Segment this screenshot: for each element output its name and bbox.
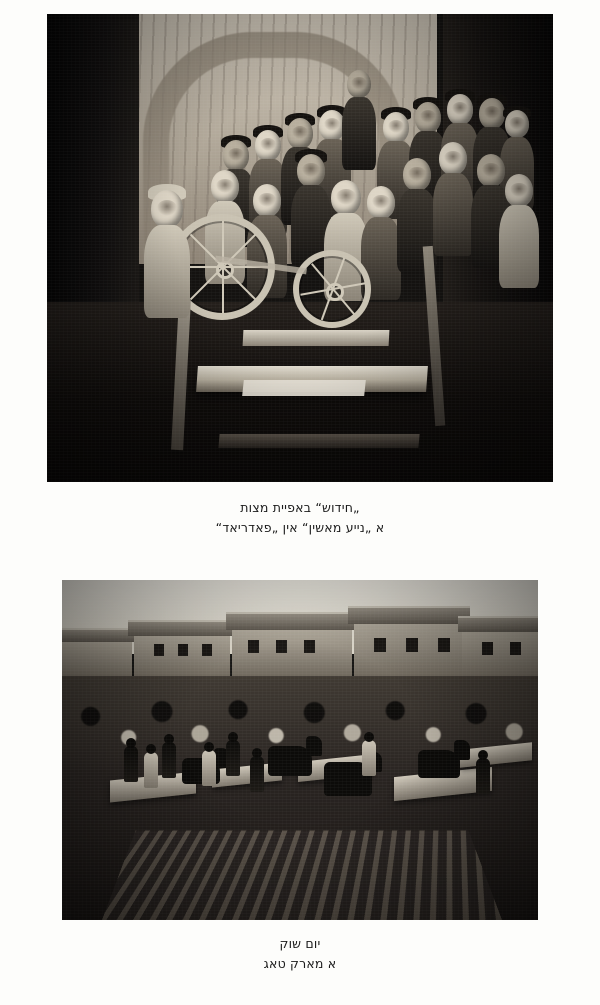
figure-market-day (0, 580, 600, 974)
window (374, 638, 386, 652)
window (304, 640, 315, 653)
face (258, 193, 276, 208)
face (351, 77, 366, 89)
face (260, 138, 277, 151)
roof (128, 620, 236, 636)
wheel-spoke (190, 234, 224, 268)
head (151, 190, 183, 228)
horse (268, 746, 312, 776)
market-figure (202, 750, 216, 786)
worker-figure (505, 110, 529, 138)
figure-caption (0, 498, 600, 538)
window (482, 642, 493, 655)
head (331, 180, 361, 215)
face (509, 117, 524, 129)
face (324, 118, 341, 131)
face (388, 120, 405, 133)
market-figure (226, 740, 240, 776)
face (302, 163, 320, 178)
roof (348, 606, 470, 624)
face (157, 200, 177, 217)
wheel-spoke (311, 263, 334, 290)
window (438, 638, 450, 652)
window (202, 644, 212, 656)
building (462, 626, 538, 678)
face (292, 126, 309, 139)
foreground-worker-left (151, 190, 183, 226)
window (276, 640, 287, 653)
horse (418, 750, 460, 778)
caption-line-2: א „נייע מאשין“ אין „פאדריאד“ (215, 520, 385, 535)
worker-figure (479, 98, 505, 128)
head (297, 154, 325, 187)
head (477, 154, 505, 187)
worker-figure (403, 158, 431, 190)
worker-figure (505, 174, 533, 206)
face (216, 179, 234, 194)
market-figure (162, 742, 176, 778)
caption-line-2: א מארק טאג (263, 956, 337, 971)
worker-figure (211, 170, 239, 202)
worker-figure (367, 186, 395, 218)
market-figure (476, 758, 490, 794)
figure-matzo-bakery (0, 14, 600, 538)
worker-figure (439, 142, 467, 174)
wheel-spoke (222, 266, 256, 300)
worker-figure (287, 118, 313, 148)
window (248, 640, 259, 653)
face (484, 106, 501, 119)
worker-figure (415, 102, 441, 132)
market-figure (144, 752, 158, 788)
worker-figure (347, 70, 371, 98)
head (255, 130, 281, 161)
market-figure (124, 746, 138, 782)
wheel-spoke (222, 267, 224, 313)
head (211, 170, 239, 203)
torso (499, 205, 539, 288)
flywheel-small (293, 250, 371, 328)
torso (342, 97, 377, 170)
head (403, 158, 431, 191)
face (372, 195, 390, 210)
roof (226, 612, 360, 630)
head (347, 70, 371, 98)
head (287, 118, 313, 149)
head (253, 184, 281, 217)
head (367, 186, 395, 219)
wheel-spoke (190, 266, 224, 300)
matzo-bakery-photograph (47, 14, 553, 482)
face (444, 151, 462, 166)
face (228, 148, 245, 161)
window (406, 638, 418, 652)
worker-figure-center (331, 180, 361, 214)
roof (62, 628, 138, 642)
worker-figure (255, 130, 281, 160)
market-figure (250, 756, 264, 792)
head (505, 110, 529, 138)
caption-line-1: יום שוק (279, 936, 321, 951)
head (383, 112, 409, 143)
building (62, 636, 132, 678)
face (510, 183, 528, 198)
rolled-dough-sheet (242, 380, 366, 396)
head (505, 174, 533, 207)
window (178, 644, 188, 656)
roof (458, 616, 538, 632)
dough-table-upper (243, 330, 390, 346)
head (415, 102, 441, 133)
head (223, 140, 249, 171)
market-day-photograph (62, 580, 538, 920)
worker-figure (477, 154, 505, 186)
worker-figure (253, 184, 281, 216)
work-bench (218, 434, 419, 448)
market-figure (362, 740, 376, 776)
head (439, 142, 467, 175)
face (336, 189, 355, 205)
caption-line-1: „חידוש“ באפיית מצות (240, 500, 360, 515)
wooden-plank-pavement (102, 830, 502, 920)
face (452, 102, 469, 115)
worker-figure (447, 94, 473, 124)
torso (433, 173, 473, 256)
torso (144, 225, 190, 319)
head (447, 94, 473, 125)
worker-figure (383, 112, 409, 142)
face (482, 163, 500, 178)
worker-figure (297, 154, 325, 186)
face (420, 110, 437, 123)
face (408, 167, 426, 182)
head (479, 98, 505, 129)
window (154, 644, 164, 656)
figure-caption (0, 934, 600, 974)
window (510, 642, 521, 655)
worker-figure (223, 140, 249, 170)
